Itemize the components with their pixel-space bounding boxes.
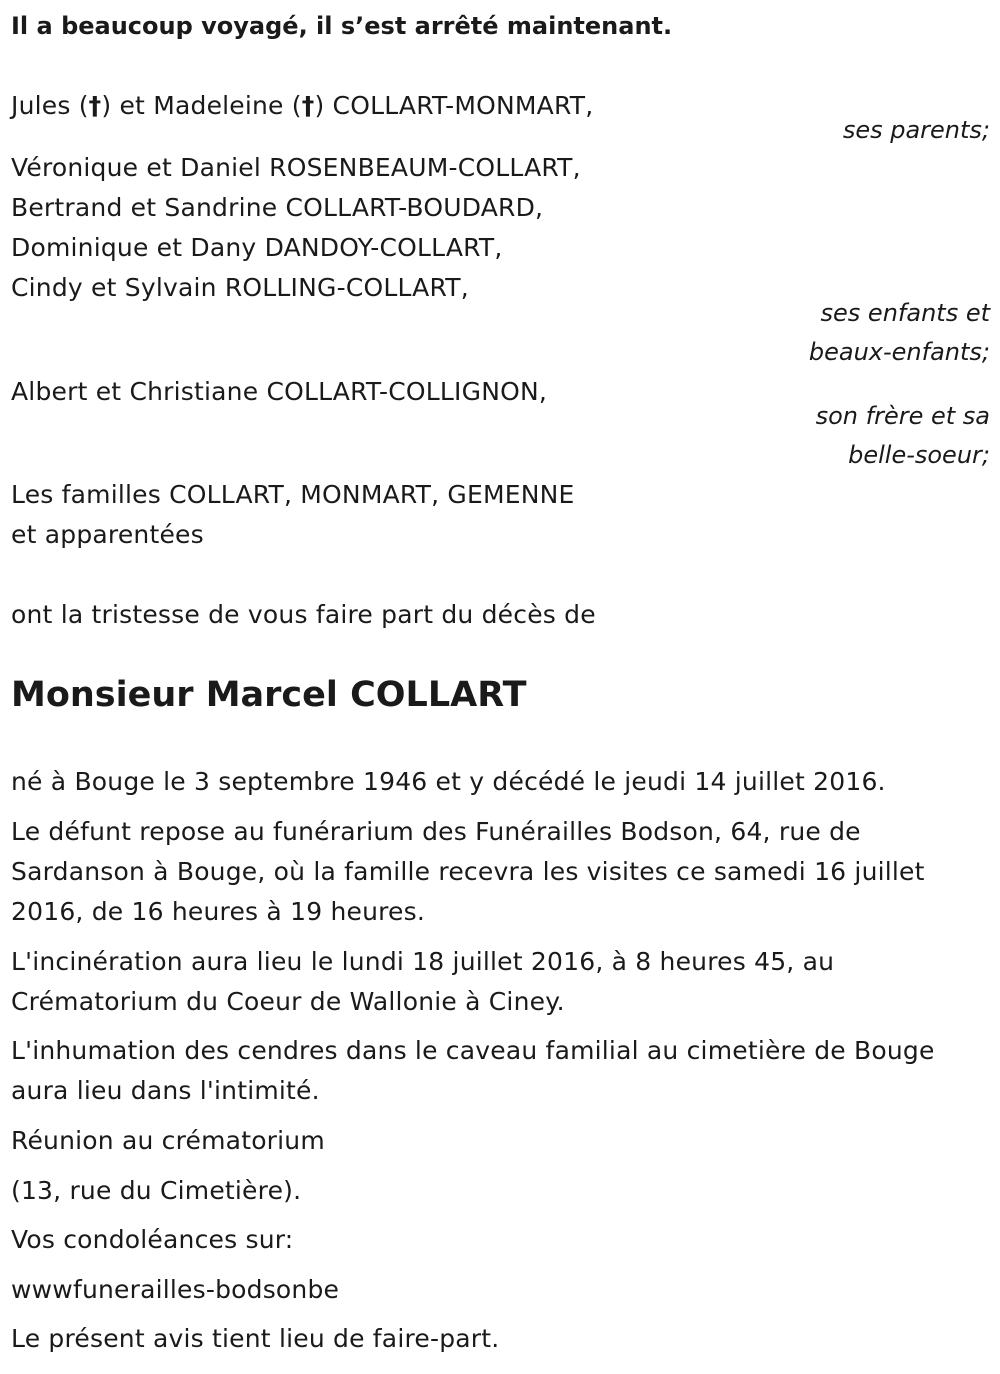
children-role-line2: beaux-enfants; [808,338,990,366]
parents-line [11,86,593,126]
address-line: (13, rue du Cimetière). [11,1176,302,1205]
inhumation-paragraph: L'inhumation des cendres dans le caveau familial au cimetière de Bouge aura lieu dans l'intimité. [11,1036,935,1105]
parents-line-prefix: Jules ( [11,91,89,120]
notice-line: Le présent avis tient lieu de faire-part. [11,1324,500,1353]
families-line1: Les familles COLLART, MONMART, GEMENNE [11,480,575,509]
cross-icon: † [301,91,315,120]
child-line: Véronique et Daniel ROSENBEAUM-COLLART, [11,153,581,182]
cross-icon: † [88,91,102,120]
incineration-paragraph: L'incinération aura lieu le lundi 18 juillet 2016, à 8 heures 45, au Crématorium du Coeur de Wallonie à Ciney. [11,947,835,1016]
child-line: Dominique et Dany DANDOY-COLLART, [11,233,503,262]
deceased-name: Monsieur Marcel COLLART [11,675,527,715]
families-line2: et apparentées [11,520,204,549]
condolences-label: Vos condoléances sur: [11,1225,294,1254]
child-line: Cindy et Sylvain ROLLING-COLLART, [11,273,469,302]
parents-line-middle: ) et Madeleine ( [101,91,302,120]
parents-role: ses parents; [842,116,990,144]
sibling-role-line1: son frère et sa [815,402,990,430]
parents-line-suffix: ) COLLART-MONMART, [314,91,594,120]
reunion-line: Réunion au crématorium [11,1126,325,1155]
child-line: Bertrand et Sandrine COLLART-BOUDARD, [11,193,544,222]
sibling-line: Albert et Christiane COLLART-COLLIGNON, [11,377,548,406]
website-line: wwwfunerailles-bodsonbe [11,1275,340,1304]
children-role-line1: ses enfants et [820,299,990,327]
announcement: ont la tristesse de vous faire part du décès de [11,600,596,629]
repose-paragraph: Le défunt repose au funérarium des Funérailles Bodson, 64, rue de Sardanson à Bouge, où la famille recevra les visites ce samedi 16 juillet 2016, de 16 heures à 19 heures. [11,817,925,926]
sibling-role-line2: belle-soeur; [848,441,990,469]
birth-death: né à Bouge le 3 septembre 1946 et y décédé le jeudi 14 juillet 2016. [11,767,886,796]
headline: Il a beaucoup voyagé, il s’est arrêté maintenant. [11,12,673,40]
